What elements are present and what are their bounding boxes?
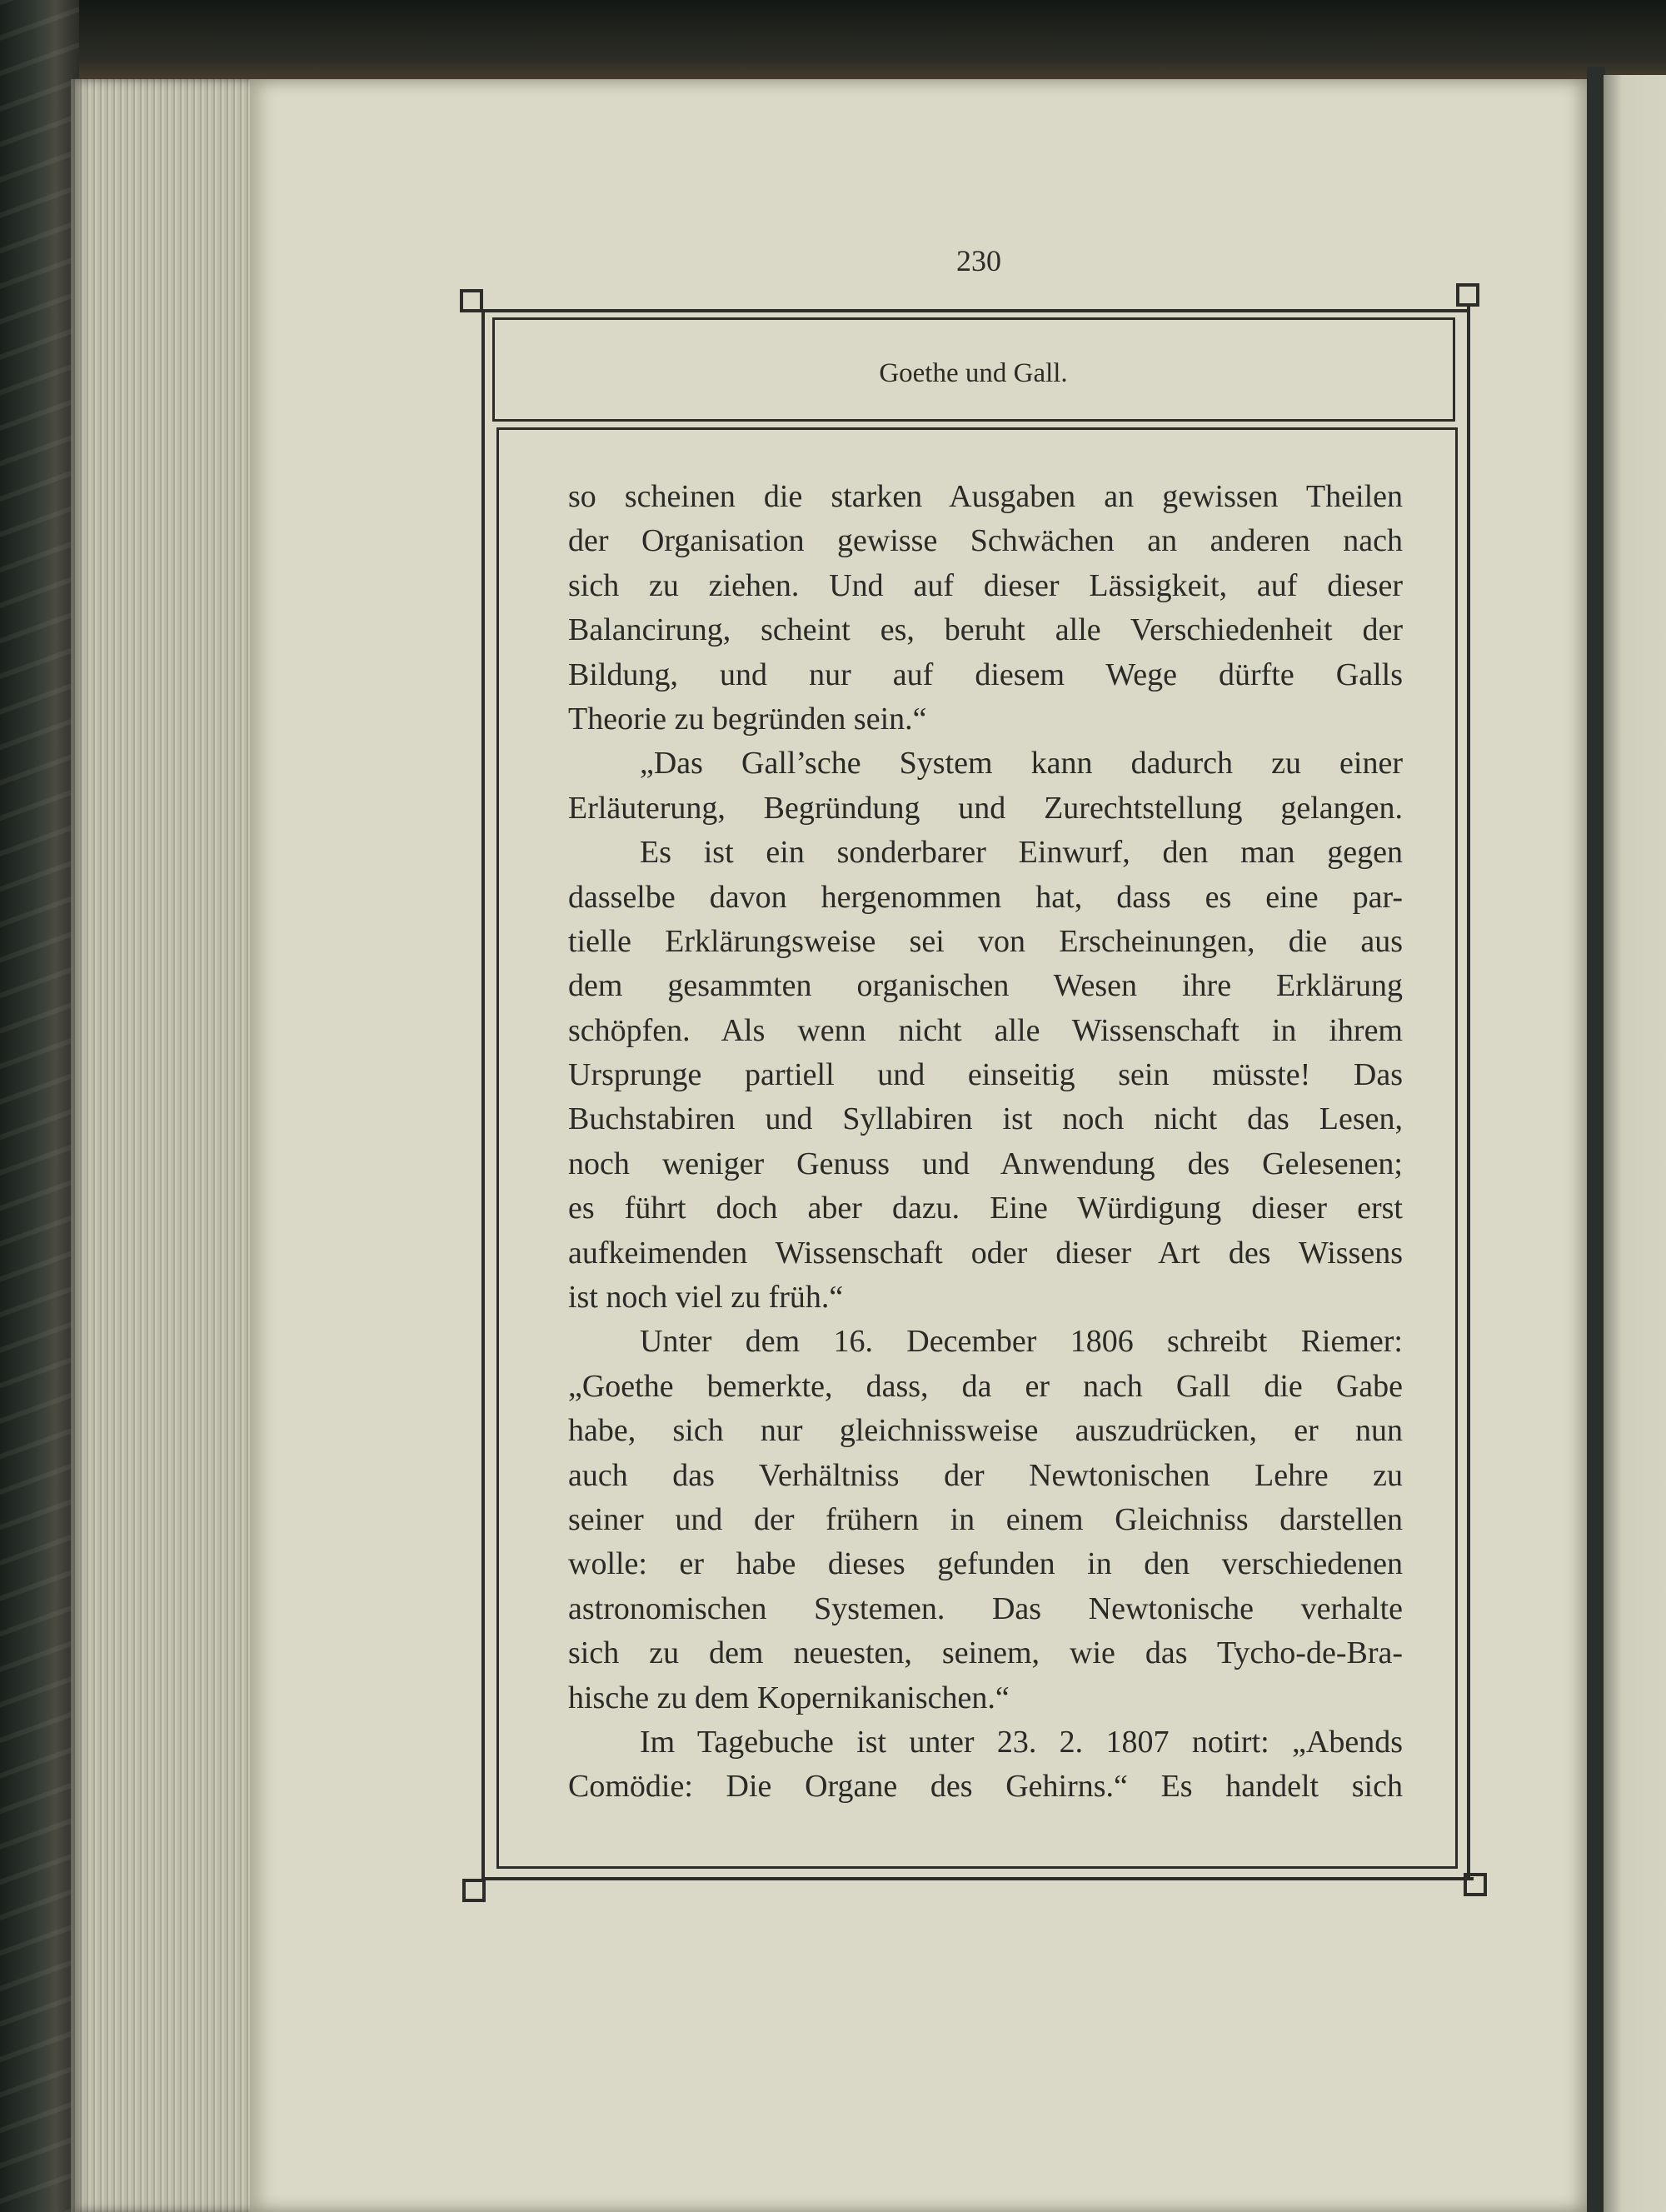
text-line: seiner und der frühern in einem Gleichniss darstellen — [568, 1501, 1403, 1537]
page-number: 230 — [956, 244, 1001, 277]
text-line: noch weniger Genuss und Anwendung des Gelesenen; — [568, 1146, 1403, 1181]
text-line: so scheinen die starken Ausgaben an gewissen Theilen — [568, 479, 1403, 514]
text-line: „Das Gall’sche System kann dadurch zu einer — [640, 746, 1403, 781]
page-block-edges — [71, 79, 254, 2212]
text-line: auch das Verhältniss der Newtonischen Lehre zu — [568, 1457, 1403, 1493]
text-line: Buchstabiren und Syllabiren ist noch nicht das Lesen, — [568, 1101, 1403, 1137]
text-line: der Organisation gewisse Schwächen an anderen nach — [568, 523, 1403, 559]
text-line: sich zu ziehen. Und auf dieser Lässigkeit, auf dieser — [568, 567, 1403, 603]
text-line: Comödie: Die Organe des Gehirns.“ Es handelt sich — [568, 1769, 1403, 1805]
text-line: „Goethe bemerkte, dass, da er nach Gall die Gabe — [568, 1368, 1403, 1404]
text-line: Ursprunge partiell und einseitig sein müsste! Das — [568, 1057, 1403, 1093]
frame-top-line — [482, 309, 1470, 312]
frame-corner-square — [1464, 1873, 1487, 1896]
body-text — [568, 475, 1403, 1810]
book-cover-top — [0, 0, 1666, 83]
text-line: es führt doch aber dazu. Eine Würdigung dieser erst — [568, 1191, 1403, 1226]
frame-corner-square — [462, 1879, 486, 1902]
frame-bottom-line — [482, 1877, 1474, 1880]
text-line: Es ist ein sonderbarer Einwurf, den man gegen — [640, 835, 1403, 871]
text-line: dasselbe davon hergenommen hat, dass es eine par- — [568, 879, 1403, 915]
text-line: aufkeimenden Wissenschaft oder dieser Art des Wissens — [568, 1235, 1403, 1271]
frame-corner-square — [460, 289, 483, 312]
text-line: habe, sich nur gleichnissweise auszudrücken, er nun — [568, 1413, 1403, 1449]
text-line: sich zu dem neuesten, seinem, wie das Tycho-de-Bra- — [568, 1635, 1403, 1671]
book-cover-marbled-edge — [0, 0, 79, 2212]
frame-right-line — [1467, 307, 1470, 1880]
text-line: Bildung, und nur auf diesem Wege dürfte Galls — [568, 657, 1403, 692]
text-line: wolle: er habe dieses gefunden in den verschiedenen — [568, 1546, 1403, 1582]
text-line: Im Tagebuche ist unter 23. 2. 1807 notirt: „Abends — [640, 1724, 1403, 1760]
text-line: dem gesammten organischen Wesen ihre Erklärung — [568, 968, 1403, 1004]
text-line: schöpfen. Als wenn nicht alle Wissenschaft in ihrem — [568, 1012, 1403, 1048]
frame-left-line — [481, 309, 485, 1880]
text-line: astronomischen Systemen. Das Newtonische verhalte — [568, 1590, 1403, 1626]
text-line: tielle Erklärungsweise sei von Erscheinungen, die aus — [568, 923, 1403, 959]
text-line: hische zu dem Kopernikanischen.“ — [568, 1680, 1010, 1715]
text-line: ist noch viel zu früh.“ — [568, 1280, 844, 1316]
text-line: Unter dem 16. December 1806 schreibt Riemer: — [640, 1324, 1403, 1360]
text-line: Erläuterung, Begründung und Zurechtstellung gelangen. — [568, 790, 1403, 826]
text-line: Balancirung, scheint es, beruht alle Verschiedenheit der — [568, 612, 1403, 648]
frame-corner-square — [1456, 283, 1479, 307]
text-line: Theorie zu begründen sein.“ — [568, 701, 927, 737]
book-gutter — [1587, 67, 1605, 2212]
running-head: Goethe und Gall. — [879, 357, 1068, 388]
facing-page-edge — [1604, 75, 1666, 2212]
